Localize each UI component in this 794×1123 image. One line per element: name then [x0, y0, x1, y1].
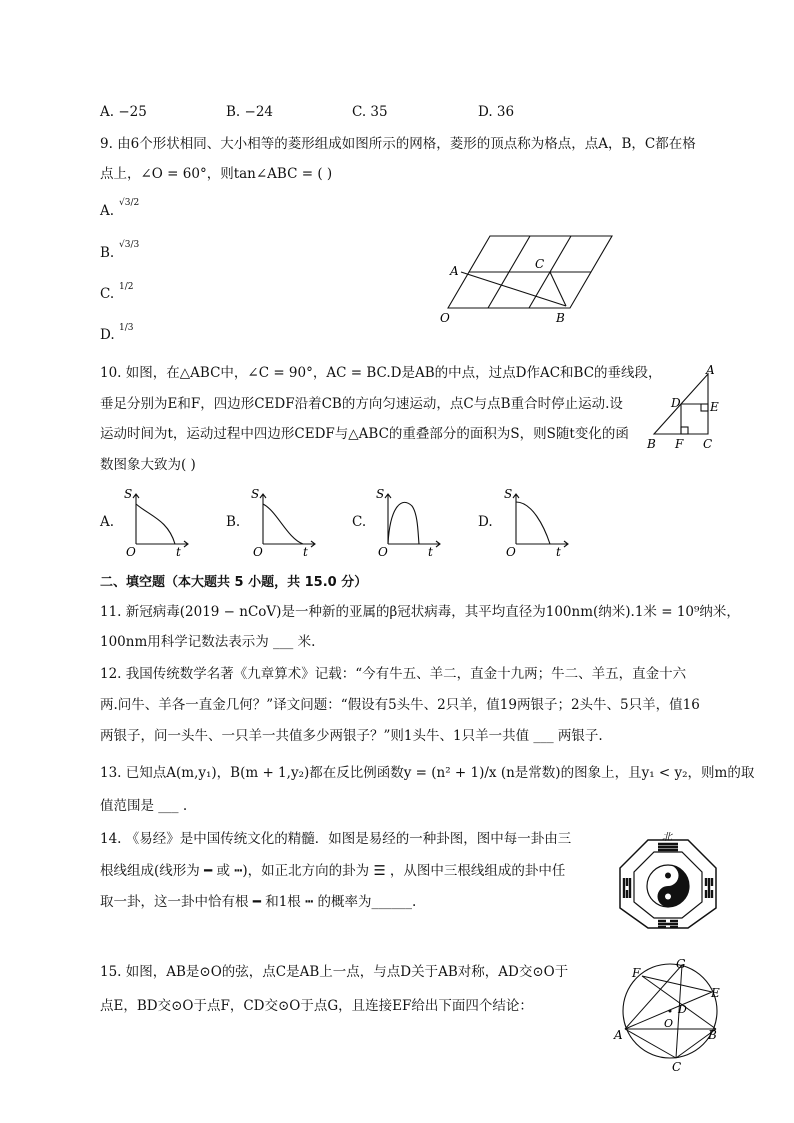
q12-stem-line-2: 两.问牛、羊各一直金几何？”译文问题：“假设有5头牛、2只羊，值19两银子；2头牛、5只羊，值16	[100, 697, 700, 713]
q10-graph-a-origin: O	[126, 545, 136, 559]
q10-graph-a-x-label: t	[176, 545, 181, 559]
q15-stem-line-1: 15. 如图，AB是⊙O的弦，点C是AB上一点，与点D关于AB对称，AD交⊙O于	[100, 964, 569, 980]
q10-graph-b-y-label: S	[251, 487, 260, 501]
q9-option-b-value: √3/3	[119, 240, 140, 250]
q9-label-b: B	[556, 311, 565, 325]
q10-option-c: C.	[352, 514, 367, 530]
q8-option-b: B. −24	[226, 104, 273, 120]
q13-stem-line-2: 值范围是 ___ .	[100, 798, 188, 814]
q10-option-a: A.	[100, 514, 115, 530]
q10-graph-d-y-label: S	[504, 487, 513, 501]
q8-option-a: A. −25	[100, 104, 147, 120]
q10-graph-b	[247, 486, 322, 558]
q10-graph-c-x-label: t	[428, 545, 433, 559]
q14-stem-line-1: 14. 《易经》是中国传统文化的精髓．如图是易经的一种卦图，图中每一卦由三	[100, 831, 572, 847]
q14-bagua-figure	[618, 830, 718, 930]
q15-label-a: A	[614, 1028, 623, 1042]
q13-stem-line-1: 13. 已知点A(m,y₁)，B(m + 1,y₂)都在反比例函数y = (n² + 1)/x (n是常数)的图象上，且y₁ < y₂，则m的取	[100, 765, 755, 781]
q10-graph-d-origin: O	[506, 545, 516, 559]
q9-stem-line-2: 点上，∠O = 60°，则tan∠ABC = ( )	[100, 166, 333, 182]
q10-graph-d	[500, 486, 575, 558]
q10-triangle-figure	[640, 362, 725, 452]
q9-rhombus-grid-figure	[430, 225, 630, 330]
q12-stem-line-1: 12. 我国传统数学名著《九章算术》记载：“今有牛五、羊二，直金十九两；牛二、羊五，直金十六	[100, 666, 687, 682]
q9-option-a: A.	[100, 203, 115, 219]
q9-stem-line-1: 9. 由6个形状相同、大小相等的菱形组成如图所示的网格，菱形的顶点称为格点，点A，B，C都在格	[100, 136, 696, 152]
q9-option-d-value: 1/3	[119, 323, 134, 333]
q8-option-d: D. 36	[478, 104, 515, 120]
q15-stem-line-2: 点E，BD交⊙O于点F，CD交⊙O于点G，且连接EF给出下面四个结论：	[100, 998, 533, 1014]
q15-label-e: E	[711, 986, 720, 1000]
q10-label-c: C	[703, 437, 713, 451]
q9-option-a-value: √3/2	[119, 198, 140, 208]
q14-stem-line-3: 取一卦，这一卦中恰有根 ━ 和1根 ┅ 的概率为______.	[100, 894, 417, 910]
q10-stem-line-3: 运动时间为t，运动过程中四边形CEDF与△ABC的重叠部分的面积为S，则S随t变化的函	[100, 426, 629, 442]
q10-graph-a-y-label: S	[124, 487, 133, 501]
q15-circle-figure	[612, 955, 727, 1075]
q12-stem-line-3: 两银子，问一头牛、一只羊一共值多少两银子？”则1头牛、1只羊一共值 ___ 两银子.	[100, 728, 603, 744]
q15-label-f: F	[632, 966, 641, 980]
q9-option-c: C.	[100, 286, 115, 302]
q9-option-d: D.	[100, 327, 115, 343]
q14-north-label: 北	[662, 832, 672, 843]
q10-label-f: F	[675, 437, 684, 451]
q14-stem-line-2: 根线组成(线形为 ━ 或 ┅)，如正北方向的卦为 ☰ ，从图中三根线组成的卦中任	[100, 863, 566, 879]
section-title-fill-in-blank: 二、填空题（本大题共 5 小题，共 15.0 分）	[100, 575, 368, 590]
q10-option-b: B.	[226, 514, 241, 530]
q10-label-d: D	[671, 396, 681, 410]
q15-label-c: C	[672, 1060, 682, 1074]
q10-label-a: A	[706, 363, 715, 377]
q11-stem-line-2: 100nm用科学记数法表示为 ___ 米.	[100, 634, 316, 650]
q15-label-d: D	[678, 1003, 687, 1016]
q10-graph-b-origin: O	[253, 545, 263, 559]
q10-stem-line-1: 10. 如图，在△ABC中，∠C = 90°，AC = BC.D是AB的中点，过点D作AC和BC的垂线段，	[100, 365, 662, 381]
q10-graph-b-x-label: t	[303, 545, 308, 559]
q9-label-a: A	[450, 264, 459, 278]
q11-stem-line-1: 11. 新冠病毒(2019 − nCoV)是一种新的亚属的β冠状病毒，其平均直径为100nm(纳米).1米 = 10⁹纳米，	[100, 604, 740, 620]
q15-label-g: G	[676, 957, 686, 971]
q10-graph-d-x-label: t	[556, 545, 561, 559]
q10-stem-line-2: 垂足分别为E和F，四边形CEDF沿着CB的方向匀速运动，点C与点B重合时停止运动.设	[100, 396, 623, 412]
q9-option-b: B.	[100, 245, 115, 261]
q10-label-e: E	[710, 400, 719, 414]
q9-label-o: O	[440, 311, 450, 325]
q15-label-o: O	[664, 1017, 674, 1030]
q9-option-c-value: 1/2	[119, 282, 134, 292]
q10-graph-a	[120, 486, 195, 558]
q10-graph-c	[372, 486, 447, 558]
q15-label-b: B	[708, 1028, 717, 1042]
q9-label-c: C	[535, 257, 545, 271]
q10-graph-c-origin: O	[378, 545, 388, 559]
q10-label-b: B	[647, 437, 656, 451]
q10-stem-line-4: 数图象大致为( )	[100, 457, 196, 473]
q10-graph-c-y-label: S	[376, 487, 385, 501]
q8-option-c: C. 35	[352, 104, 388, 120]
q10-option-d: D.	[478, 514, 493, 530]
